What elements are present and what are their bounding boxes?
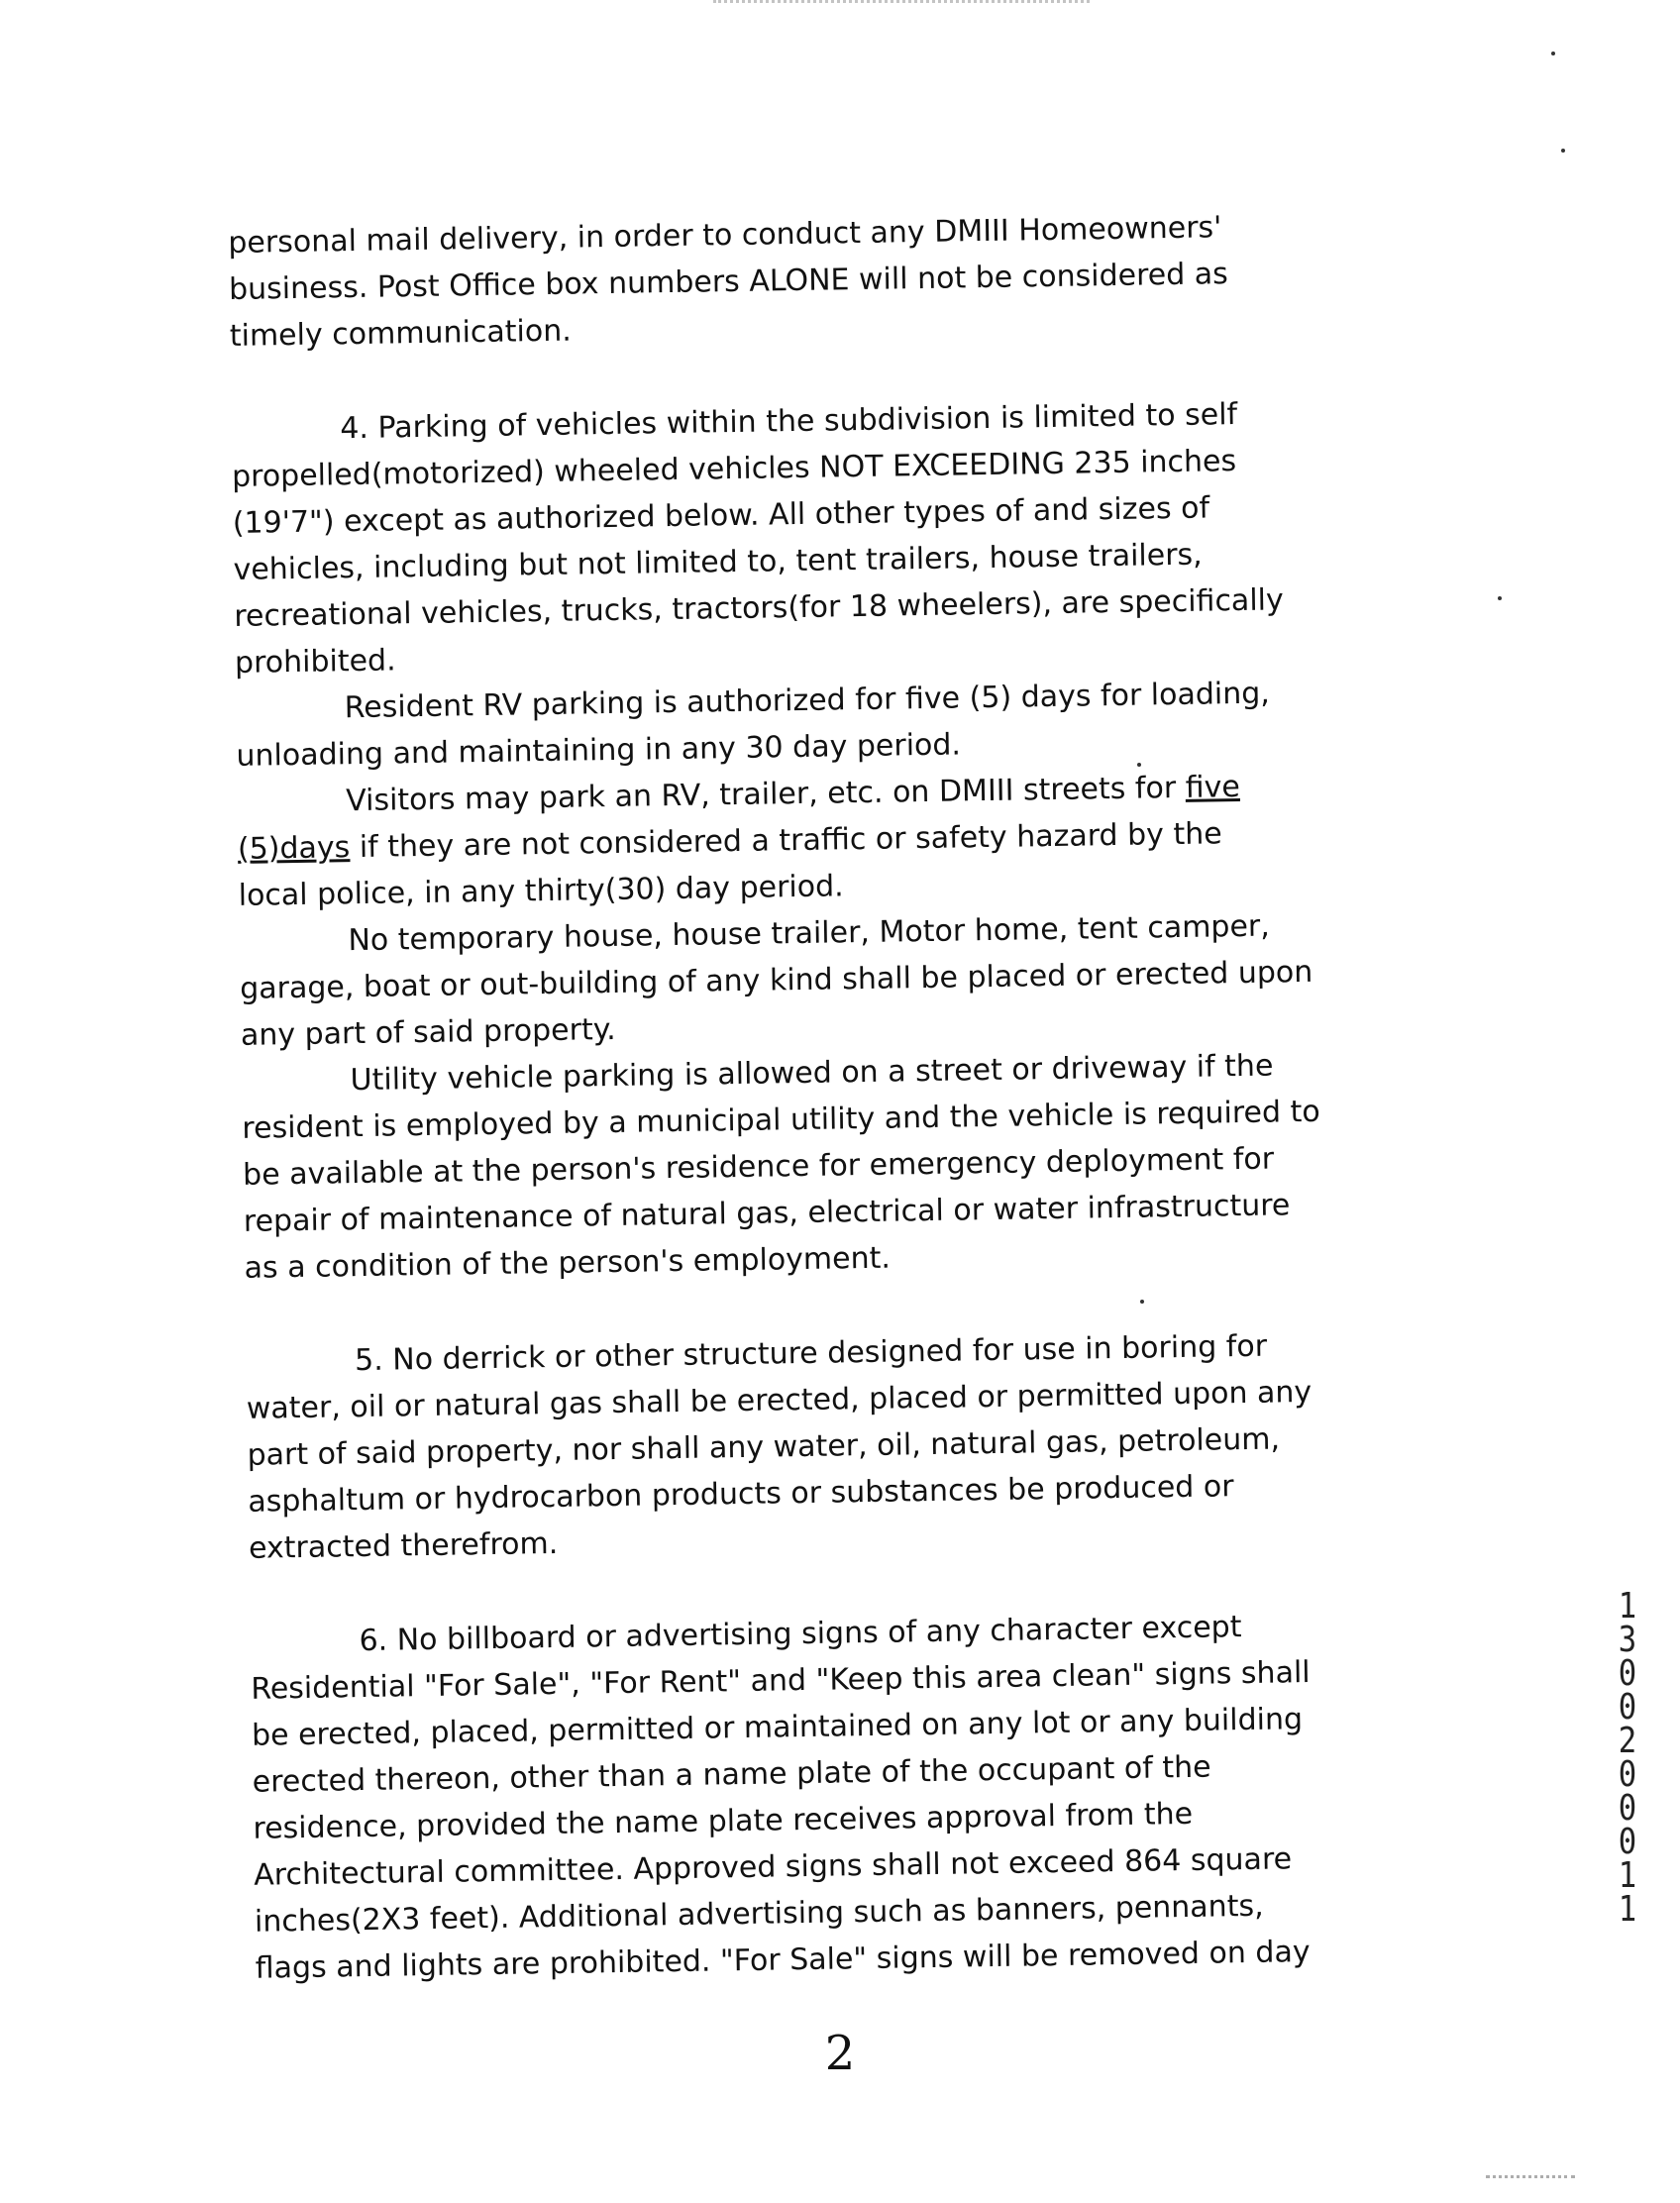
- text-line: prohibited.: [234, 643, 396, 681]
- stamp-digit: 0: [1618, 1788, 1637, 1829]
- stamp-digit: 2: [1618, 1721, 1637, 1761]
- document-body: [228, 201, 1454, 1992]
- text-line: part of said property, nor shall any water, oil, natural gas, petroleum,: [247, 1421, 1281, 1473]
- stamp-digit: 3: [1618, 1620, 1637, 1660]
- text-line: Architectural committee. Approved signs shall not exceed 864 square: [253, 1841, 1293, 1893]
- section-6-paragraph: [250, 1601, 1454, 1992]
- scan-speck: [1561, 149, 1565, 153]
- section-5-paragraph: [246, 1320, 1448, 1572]
- text-line: any part of said property.: [240, 1011, 616, 1053]
- text-line: 5. No derrick or other structure designed for use in boring for: [354, 1328, 1268, 1379]
- utility-vehicle-paragraph: [241, 1040, 1443, 1292]
- text-line: be erected, placed, permitted or maintained on any lot or any building: [251, 1702, 1304, 1753]
- scan-artifact-bottom: [1486, 2175, 1575, 2182]
- scan-artifact-top: [713, 0, 1090, 11]
- text-line: propelled(motorized) wheeled vehicles NOT EXCEEDING 235 inches: [231, 444, 1237, 494]
- text-line: repair of maintenance of natural gas, electrical or water infrastructure: [243, 1188, 1291, 1239]
- stamp-digit: 0: [1618, 1754, 1637, 1795]
- section-4-paragraph: [231, 388, 1433, 686]
- intro-paragraph: [228, 201, 1428, 360]
- text-line: Utility vehicle parking is allowed on a street or driveway if the: [350, 1048, 1274, 1099]
- text-line: vehicles, including but not limited to, tent trailers, house trailers,: [233, 537, 1203, 587]
- text-line: business. Post Office box numbers ALONE will not be considered as: [228, 257, 1229, 307]
- text-line: as a condition of the person's employment.: [244, 1240, 892, 1286]
- text-line: be available at the person's residence for emergency deployment for: [242, 1141, 1275, 1193]
- text-line: water, oil or natural gas shall be erected, placed or permitted upon any: [246, 1374, 1312, 1426]
- stamp-digit: 0: [1618, 1822, 1637, 1862]
- stamp-digit: 1: [1618, 1889, 1637, 1930]
- stamp-digit: 0: [1618, 1653, 1637, 1694]
- temporary-structures-paragraph: [239, 900, 1439, 1059]
- text-line: No temporary house, house trailer, Motor home, tent camper,: [348, 908, 1271, 959]
- stamp-digit: 1: [1618, 1855, 1637, 1896]
- text-line: asphaltum or hydrocarbon products or substances be produced or: [248, 1469, 1234, 1520]
- underlined-text: (5)days: [237, 830, 351, 867]
- text-line: Visitors may park an RV, trailer, etc. on DMIII streets for: [345, 770, 1186, 819]
- stamp-digit: 0: [1618, 1687, 1637, 1728]
- scan-speck: [1551, 52, 1555, 55]
- text-line: inches(2X3 feet). Additional advertising such as banners, pennants,: [254, 1888, 1264, 1940]
- recording-number-stamp: [1613, 1586, 1643, 1930]
- text-line: 6. No billboard or advertising signs of any character except: [359, 1610, 1242, 1659]
- underlined-text: five: [1185, 770, 1241, 805]
- scan-speck: [1498, 596, 1502, 600]
- text-line: recreational vehicles, trucks, tractors(for 18 wheelers), are specifically: [234, 582, 1284, 634]
- page-number: 2: [824, 2026, 856, 2081]
- text-line: 4. Parking of vehicles within the subdivision is limited to self: [340, 397, 1238, 447]
- text-line: local police, in any thirty(30) day period.: [238, 869, 844, 913]
- text-line: timely communication.: [229, 313, 573, 354]
- text-line: residence, provided the name plate receives approval from the: [253, 1796, 1194, 1846]
- text-line: erected thereon, other than a name plate of the occupant of the: [252, 1749, 1211, 1800]
- text-line: Resident RV parking is authorized for five (5) days for loading,: [344, 676, 1271, 726]
- text-line: resident is employed by a municipal utility and the vehicle is required to: [242, 1094, 1320, 1146]
- text-line: garage, boat or out-building of any kind shall be placed or erected upon: [239, 954, 1313, 1006]
- text-line: personal mail delivery, in order to conduct any DMIII Homeowners': [228, 210, 1222, 261]
- text-line: extracted therefrom.: [248, 1525, 559, 1566]
- text-line: Residential "For Sale", "For Rent" and "Keep this area clean" signs shall: [251, 1655, 1311, 1707]
- text-line: flags and lights are prohibited. "For Sale" signs will be removed on day: [255, 1935, 1311, 1986]
- stamp-digit: 1: [1618, 1586, 1637, 1626]
- text-line: unloading and maintaining in any 30 day period.: [236, 727, 962, 774]
- text-line: if they are not considered a traffic or safety hazard by the: [350, 816, 1222, 866]
- visitors-paragraph: [237, 761, 1437, 919]
- text-line: (19'7") except as authorized below. All other types of and sizes of: [232, 490, 1210, 541]
